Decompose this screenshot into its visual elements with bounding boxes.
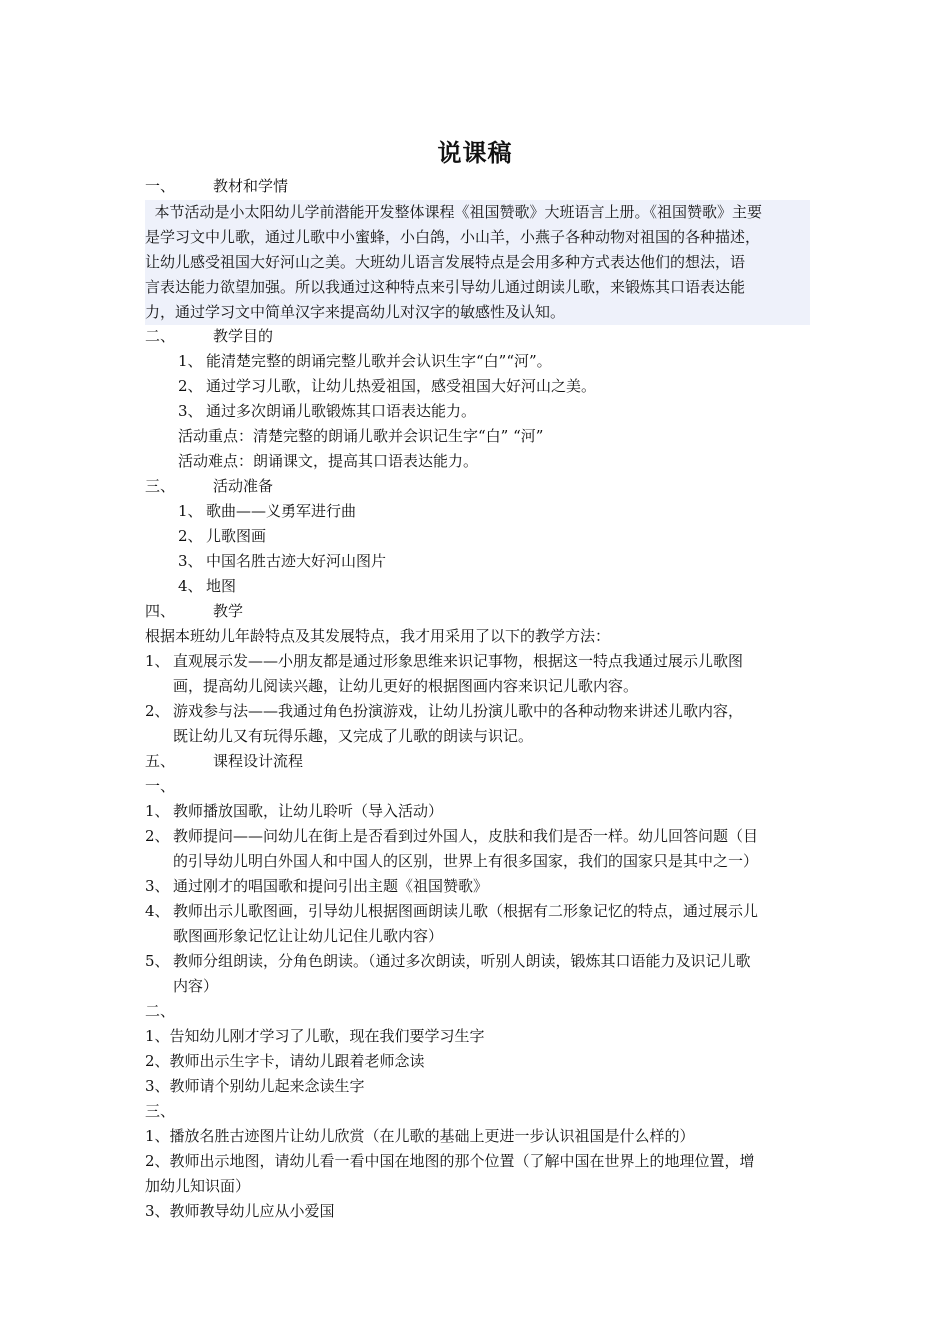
intro-line: 言表达能力欲望加强。所以我通过这种特点来引导幼儿通过朗读儿歌，来锻炼其口语表达能 (145, 278, 746, 296)
section-heading (145, 324, 273, 349)
section-title: 活动准备 (213, 477, 274, 495)
item-text: 教师分组朗读，分角色朗读。（通过多次朗读，听别人朗读，锻炼其口语能力及识记儿歌 (173, 952, 751, 970)
item-number: 2、 (178, 527, 203, 545)
item-number: 3、 (178, 402, 203, 420)
key-point: 活动重点：清楚完整的朗诵儿歌并会识记生字“白” “河” (178, 427, 544, 445)
item-text: 教师提问——问幼儿在街上是否看到过外国人，皮肤和我们是否一样。幼儿回答问题（目 (173, 827, 759, 845)
difficult-point: 活动难点：朗诵课文，提高其口语表达能力。 (178, 452, 479, 470)
flow-step: 2、教师出示生字卡，请幼儿跟着老师念读 (145, 1052, 425, 1070)
intro-line: 力，通过学习文中简单汉字来提高幼儿对汉字的敏感性及认知。 (145, 303, 566, 321)
flow-step: 1、播放名胜古迹图片让幼儿欣赏（在儿歌的基础上更进一步认识祖国是什么样的） (145, 1127, 695, 1145)
flow-item (145, 949, 751, 974)
item-text: 直观展示发——小朋友都是通过形象思维来识记事物，根据这一特点我通过展示儿歌图 (173, 652, 744, 670)
flow-item (145, 899, 758, 924)
section-title: 教学 (213, 602, 244, 620)
part-heading: 二、 (145, 1002, 176, 1020)
flow-item-cont: 内容） (173, 977, 219, 995)
item-text: 儿歌图画 (206, 527, 267, 545)
document-title: 说课稿 (437, 139, 513, 167)
section-number: 二、 (145, 327, 176, 345)
item-number: 4、 (178, 577, 203, 595)
flow-step-cont: 加幼儿知识面） (145, 1177, 251, 1195)
method-intro: 根据本班幼儿年龄特点及其发展特点，我才用采用了以下的教学方法： (145, 627, 611, 645)
item-number: 1、 (178, 502, 203, 520)
flow-item-cont: 的引导幼儿明白外国人和中国人的区别，世界上有很多国家，我们的国家只是其中之一） (173, 852, 759, 870)
part-heading: 三、 (145, 1102, 176, 1120)
item-text: 能清楚完整的朗诵完整儿歌并会认识生字“白”“河”。 (206, 352, 552, 370)
section-title: 教学目的 (213, 327, 274, 345)
section-number: 三、 (145, 477, 176, 495)
item-text: 地图 (206, 577, 237, 595)
section-heading (145, 749, 303, 774)
flow-item-cont: 歌图画形象记忆让让幼儿记住儿歌内容） (173, 927, 444, 945)
intro-line: 本节活动是小太阳幼儿学前潜能开发整体课程《祖国赞歌》大班语言上册。《祖国赞歌》主要 (145, 203, 763, 221)
section-number: 四、 (145, 602, 176, 620)
intro-paragraph (145, 200, 810, 325)
flow-step: 3、教师教导幼儿应从小爱国 (145, 1202, 335, 1220)
item-number: 3、 (145, 877, 170, 895)
item-text: 歌曲——义勇军进行曲 (206, 502, 357, 520)
prep-item (178, 574, 236, 599)
item-number: 3、 (178, 552, 203, 570)
item-text: 中国名胜古迹大好河山图片 (206, 552, 387, 570)
item-number: 1、 (178, 352, 203, 370)
method-item (145, 649, 743, 674)
method-item-cont: 画，提高幼儿阅读兴趣，让幼儿更好的根据图画内容来识记儿歌内容。 (173, 677, 639, 695)
section-number: 五、 (145, 752, 176, 770)
item-number: 2、 (145, 702, 170, 720)
item-number: 1、 (145, 652, 170, 670)
prep-item (178, 524, 266, 549)
intro-line: 是学习文中儿歌，通过儿歌中小蜜蜂，小白鸽，小山羊，小燕子各种动物对祖国的各种描述， (145, 228, 761, 246)
flow-step: 1、告知幼儿刚才学习了儿歌，现在我们要学习生字 (145, 1027, 485, 1045)
item-number: 1、 (145, 802, 170, 820)
prep-item (178, 499, 356, 524)
goal-item (178, 399, 476, 424)
item-number: 2、 (145, 827, 170, 845)
flow-step: 3、教师请个别幼儿起来念读生字 (145, 1077, 365, 1095)
prep-item (178, 549, 386, 574)
item-text: 通过多次朗诵儿歌锻炼其口语表达能力。 (206, 402, 477, 420)
section-title: 教材和学情 (213, 177, 289, 195)
item-text: 游戏参与法——我通过角色扮演游戏，让幼儿扮演儿歌中的各种动物来讲述儿歌内容， (173, 702, 744, 720)
flow-item (145, 874, 488, 899)
part-heading: 一、 (145, 777, 176, 795)
section-heading (145, 474, 273, 499)
section-heading (145, 174, 288, 199)
method-item-cont: 既让幼儿又有玩得乐趣，又完成了儿歌的朗读与识记。 (173, 727, 534, 745)
section-number: 一、 (145, 177, 176, 195)
flow-item (145, 824, 758, 849)
goal-item (178, 349, 552, 374)
goal-item (178, 374, 596, 399)
item-text: 教师播放国歌，让幼儿聆听（导入活动） (173, 802, 444, 820)
item-text: 教师出示儿歌图画，引导幼儿根据图画朗读儿歌（根据有二形象记忆的特点，通过展示儿 (173, 902, 759, 920)
intro-line: 让幼儿感受祖国大好河山之美。大班幼儿语言发展特点是会用多种方式表达他们的想法，语 (145, 253, 746, 271)
item-number: 4、 (145, 902, 170, 920)
item-number: 5、 (145, 952, 170, 970)
flow-step: 2、教师出示地图，请幼儿看一看中国在地图的那个位置（了解中国在世界上的地理位置，增 (145, 1152, 755, 1170)
method-item (145, 699, 743, 724)
item-text: 通过刚才的唱国歌和提问引出主题《祖国赞歌》 (173, 877, 489, 895)
flow-item (145, 799, 443, 824)
section-title: 课程设计流程 (213, 752, 304, 770)
item-number: 2、 (178, 377, 203, 395)
item-text: 通过学习儿歌，让幼儿热爱祖国，感受祖国大好河山之美。 (206, 377, 597, 395)
section-heading (145, 599, 243, 624)
